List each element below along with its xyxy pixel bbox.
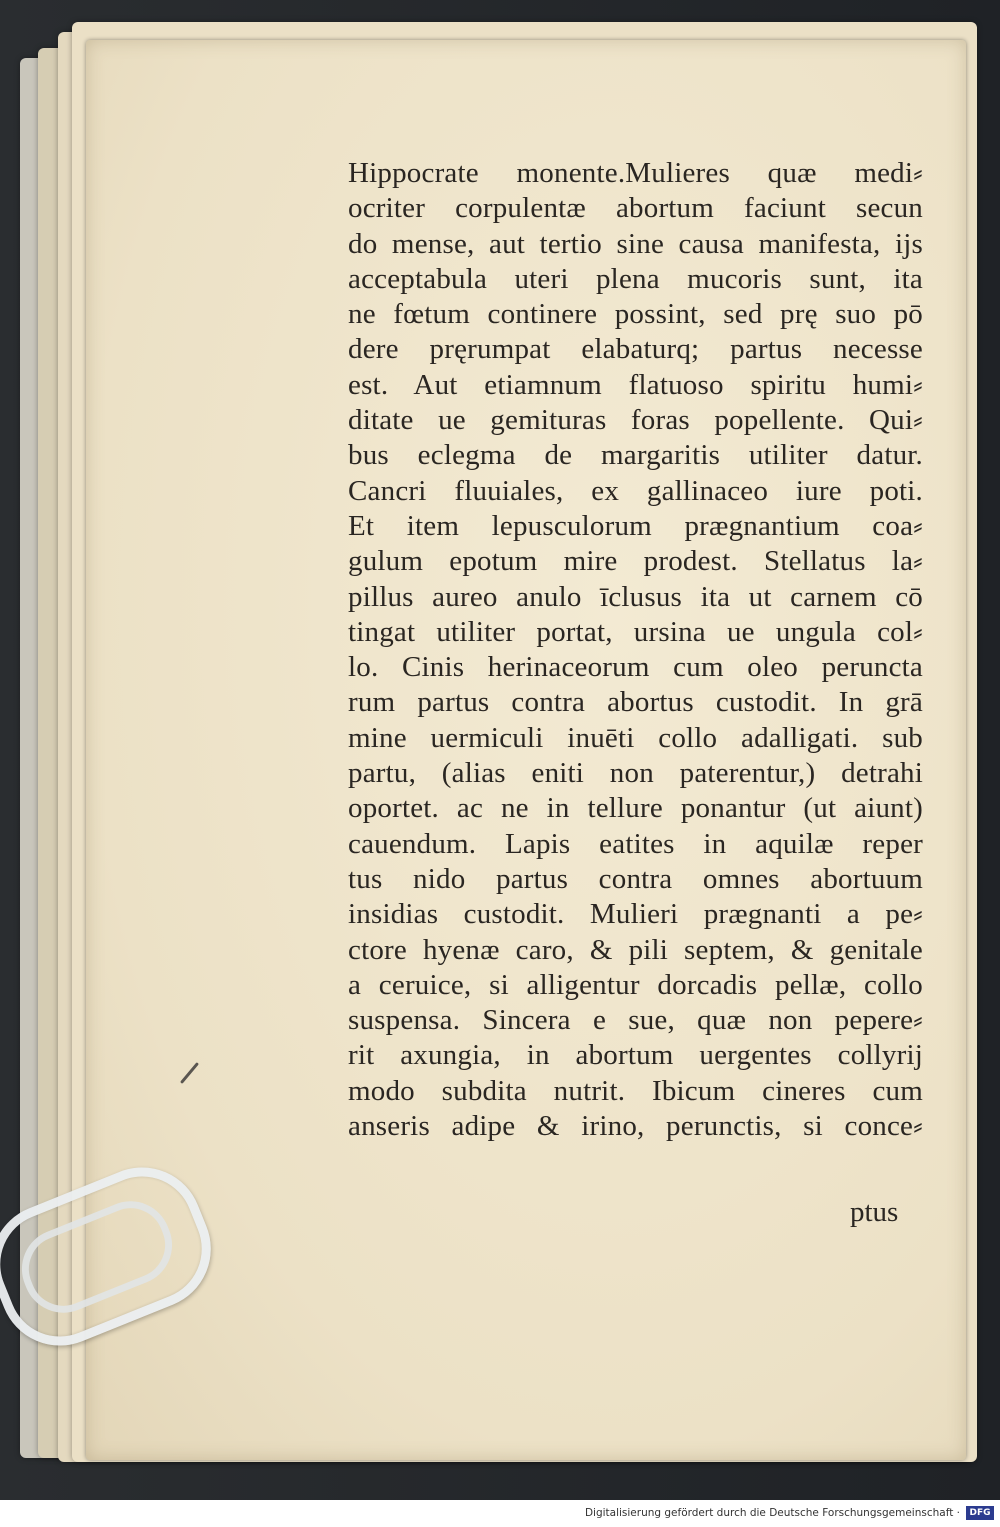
page-text [348,156,923,1144]
text-line: pillus aureo anulo īclusus ita ut carnem cō [348,580,923,613]
text-line: rum partus contra abortus custodit. In grā [348,686,923,719]
text-line: acceptabula uteri plena mucoris sunt, ita [348,262,923,295]
text-line: Cancri fluuiales, ex gallinaceo iure poti. [348,474,923,507]
text-line: ditate ue gemituras foras popellente. Qui⸗ [348,404,923,437]
text-line: ctore hyenæ caro, & pili septem, & genitale [348,933,923,966]
text-line: do mense, aut tertio sine causa manifesta, ijs [348,227,923,260]
catchword: ptus [850,1196,899,1228]
text-line: gulum epotum mire prodest. Stellatus la⸗ [348,545,923,578]
text-line: lo. Cinis herinaceorum cum oleo perunctа [348,651,923,684]
text-line: modo subdita nutrit. Ibicum cineres cum [348,1074,923,1107]
text-line: suspensa. Sincera e sue, quæ non pepere⸗ [348,1004,923,1037]
text-line: ocriter corpulentæ abortum faciunt secun [348,192,923,225]
text-line: cauendum. Lapis eatites in aquilæ reper [348,827,923,860]
text-line: bus eclegma de margaritis utiliter datur. [348,439,923,472]
text-line: partu, (alias eniti non paterentur,) detrahi [348,757,923,790]
text-line: rit axungia, in abortum uergentes collyrij [348,1039,923,1072]
dfg-logo: DFG [966,1506,994,1520]
text-line: est. Aut etiamnum flatuoso spiritu humi⸗ [348,368,923,401]
text-line: tingat utiliter portat, ursina ue ungula col⸗ [348,615,923,648]
text-line: mine uermiculi inuēti collo adalligati. sub [348,721,923,754]
text-line: Et item lepusculorum prægnantium coa⸗ [348,509,923,542]
footer-bar [0,1500,1000,1527]
text-line: tus nido partus contra omnes abortuum [348,862,923,895]
text-line: ne fœtum continere possint, sed prę suo pō [348,298,923,331]
text-line: insidias custodit. Mulieri prægnanti a pe⸗ [348,898,923,931]
text-line: dere pręrumpat elabaturq; partus necesse [348,333,923,366]
text-line: a ceruice, si alligentur dorcadis pellæ, collo [348,968,923,1001]
funding-credit: Digitalisierung gefördert durch die Deutsche Forschungsgemeinschaft · [584,1507,960,1519]
text-line: anseris adipe & irino, perunctis, si conce⸗ [348,1110,923,1143]
text-line: oportet. ac ne in tellure ponantur (ut aiunt) [348,792,923,825]
text-line: Hippocrate monente.Mulieres quæ medi⸗ [348,157,923,189]
